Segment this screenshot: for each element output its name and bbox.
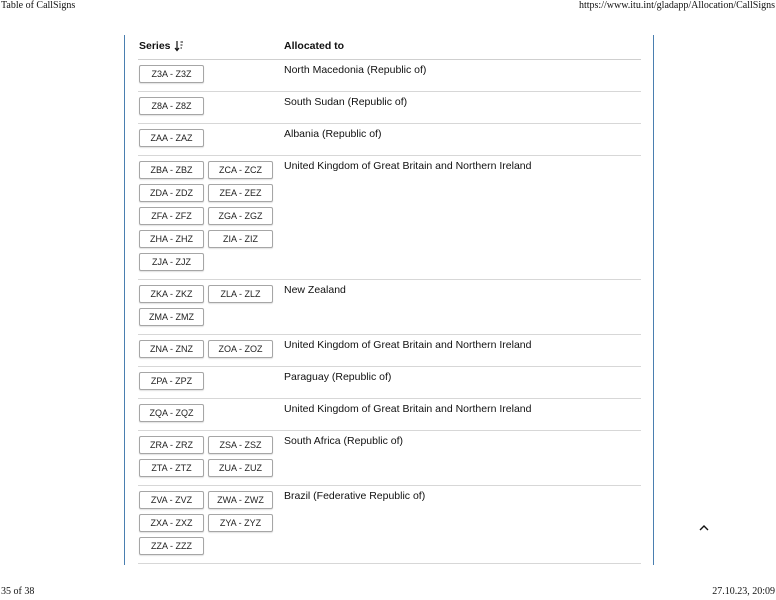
table-row: [138, 335, 641, 367]
allocated-country: New Zealand: [284, 284, 346, 296]
series-chip[interactable]: ZJA - ZJZ: [139, 253, 204, 271]
series-chip[interactable]: ZEA - ZEZ: [208, 184, 273, 202]
series-chip-group: [139, 129, 276, 147]
series-chip-group: [139, 340, 276, 358]
chevron-up-icon: [697, 521, 711, 538]
series-chip-group: [139, 404, 276, 422]
series-chip[interactable]: ZXA - ZXZ: [139, 514, 204, 532]
print-datetime: 27.10.23, 20:09: [712, 586, 775, 597]
series-chip[interactable]: ZQA - ZQZ: [139, 404, 204, 422]
series-chip[interactable]: ZPA - ZPZ: [139, 372, 204, 390]
print-header: [0, 0, 776, 14]
series-chip-group: [139, 65, 276, 83]
allocated-country: United Kingdom of Great Britain and Northern Ireland: [284, 339, 532, 351]
series-chip[interactable]: ZTA - ZTZ: [139, 459, 204, 477]
series-header-label: Series: [139, 40, 171, 52]
series-chip[interactable]: ZMA - ZMZ: [139, 308, 204, 326]
allocated-country: South Sudan (Republic of): [284, 96, 408, 108]
print-footer: [0, 586, 776, 600]
series-chip[interactable]: ZNA - ZNZ: [139, 340, 204, 358]
series-chip-group: [139, 97, 276, 115]
series-chip-group: [139, 161, 276, 271]
series-chip[interactable]: ZOA - ZOZ: [208, 340, 273, 358]
series-chip[interactable]: ZDA - ZDZ: [139, 184, 204, 202]
table-row: [138, 156, 641, 280]
series-chip[interactable]: ZUA - ZUZ: [208, 459, 273, 477]
table-row: [138, 60, 641, 92]
series-chip-group: [139, 491, 276, 555]
series-chip[interactable]: ZIA - ZIZ: [208, 230, 273, 248]
series-chip[interactable]: ZHA - ZHZ: [139, 230, 204, 248]
table-row: [138, 367, 641, 399]
table-row: [138, 280, 641, 335]
series-chip[interactable]: ZFA - ZFZ: [139, 207, 204, 225]
sort-descending-icon[interactable]: [174, 40, 184, 52]
series-chip[interactable]: ZWA - ZWZ: [208, 491, 273, 509]
allocated-country: United Kingdom of Great Britain and Northern Ireland: [284, 160, 532, 172]
series-chip[interactable]: ZCA - ZCZ: [208, 161, 273, 179]
table-row: [138, 431, 641, 486]
allocated-country: Brazil (Federative Republic of): [284, 490, 426, 502]
callsign-table: [138, 35, 641, 564]
table-row: [138, 92, 641, 124]
content-frame: [124, 35, 654, 565]
series-chip[interactable]: ZKA - ZKZ: [139, 285, 204, 303]
allocated-to-column-header: Allocated to: [284, 40, 345, 52]
table-body: [138, 60, 641, 564]
series-column-header[interactable]: [139, 40, 184, 52]
allocated-country: Albania (Republic of): [284, 128, 382, 140]
page-title: Table of CallSigns: [1, 0, 76, 11]
page-url: https://www.itu.int/gladapp/Allocation/CallSigns: [578, 0, 775, 11]
series-chip[interactable]: ZAA - ZAZ: [139, 129, 204, 147]
series-chip[interactable]: ZVA - ZVZ: [139, 491, 204, 509]
series-chip-group: [139, 372, 276, 390]
series-chip[interactable]: ZSA - ZSZ: [208, 436, 273, 454]
table-header: [138, 35, 641, 60]
allocated-country: United Kingdom of Great Britain and Northern Ireland: [284, 403, 532, 415]
page-number: 35 of 38: [1, 586, 35, 597]
table-row: [138, 124, 641, 156]
allocated-country: Paraguay (Republic of): [284, 371, 392, 383]
series-chip[interactable]: ZZA - ZZZ: [139, 537, 204, 555]
series-chip[interactable]: Z8A - Z8Z: [139, 97, 204, 115]
series-chip-group: [139, 285, 276, 326]
table-row: [138, 399, 641, 431]
scroll-to-top-button[interactable]: [697, 521, 711, 533]
allocated-country: South Africa (Republic of): [284, 435, 404, 447]
series-chip[interactable]: ZYA - ZYZ: [208, 514, 273, 532]
series-chip[interactable]: ZRA - ZRZ: [139, 436, 204, 454]
table-row: [138, 486, 641, 564]
series-chip[interactable]: ZGA - ZGZ: [208, 207, 273, 225]
allocated-country: North Macedonia (Republic of): [284, 64, 427, 76]
series-chip[interactable]: ZBA - ZBZ: [139, 161, 204, 179]
series-chip[interactable]: ZLA - ZLZ: [208, 285, 273, 303]
series-chip[interactable]: Z3A - Z3Z: [139, 65, 204, 83]
series-chip-group: [139, 436, 276, 477]
